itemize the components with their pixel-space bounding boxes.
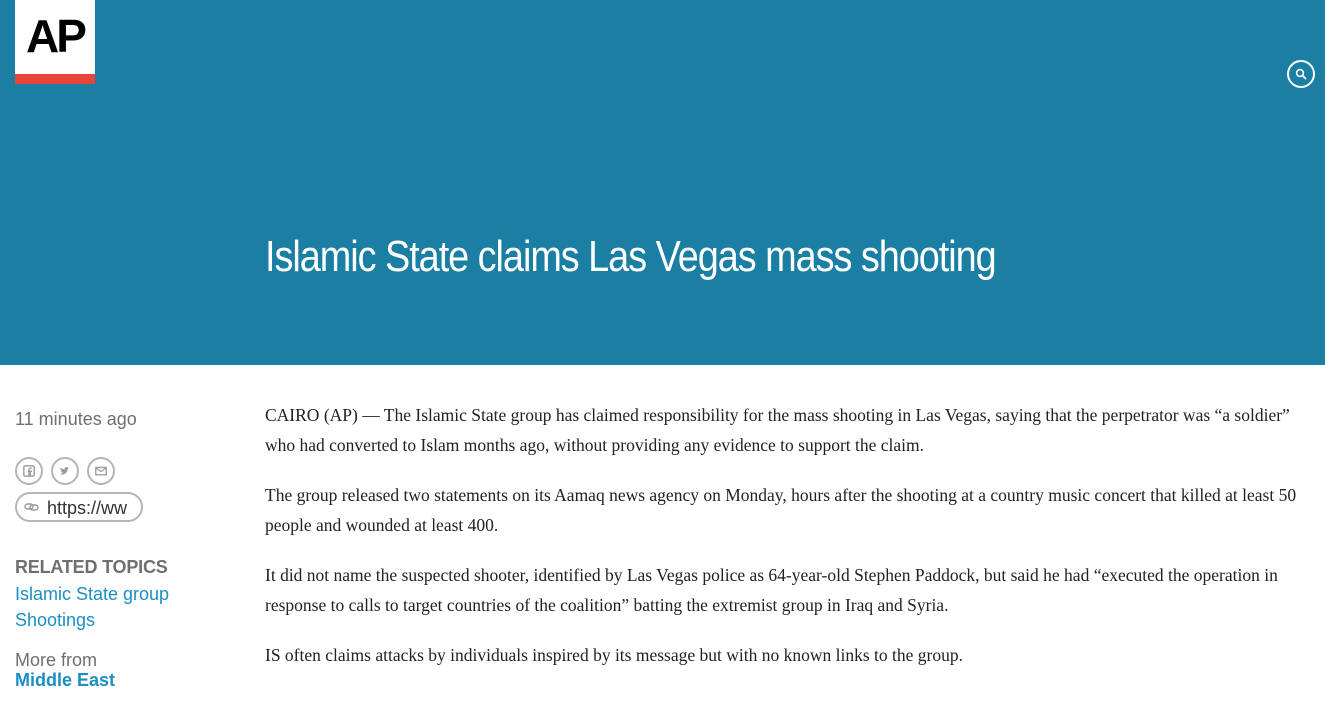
- email-share-button[interactable]: [87, 457, 115, 485]
- article-paragraph: IS often claims attacks by individuals inspired by its message but with no known links to the group.: [265, 645, 963, 665]
- facebook-icon: [23, 465, 35, 477]
- facebook-share-button[interactable]: [15, 457, 43, 485]
- twitter-share-button[interactable]: [51, 457, 79, 485]
- topic-link-islamic-state[interactable]: Islamic State group: [15, 584, 170, 604]
- related-topics-heading: RELATED TOPICS: [15, 557, 168, 577]
- ap-logo[interactable]: [15, 0, 95, 84]
- topic-link-shootings[interactable]: Shootings: [15, 610, 96, 630]
- search-button[interactable]: [1287, 60, 1315, 88]
- email-icon: [95, 465, 107, 477]
- article-body: [265, 400, 1305, 690]
- search-icon: [1295, 68, 1307, 80]
- timestamp: 11 minutes ago: [15, 409, 137, 429]
- logo-text: AP: [26, 10, 84, 62]
- twitter-icon: [59, 465, 71, 477]
- share-link-text[interactable]: https://ww: [47, 498, 128, 518]
- more-from-label: More from: [15, 650, 98, 670]
- headline: Islamic State claims Las Vegas mass shooting: [265, 232, 996, 281]
- article-paragraph: CAIRO (AP) — The Islamic State group has claimed responsibility for the mass shooting in Las Vegas, saying that the perpetrator was “a soldier” who had converted to Islam months ago, without providing any evidence to support the claim.: [265, 405, 1290, 455]
- more-from-link[interactable]: Middle East: [15, 670, 116, 690]
- logo-red-bar: [15, 74, 95, 84]
- article-paragraph: It did not name the suspected shooter, identified by Las Vegas police as 64-year-old Stephen Paddock, but said he had “executed the operation in response to calls to target countries of the coalition” batting the extremist group in Iraq and Syria.: [265, 565, 1278, 615]
- share-link-field[interactable]: [15, 492, 143, 522]
- link-icon: [24, 501, 40, 513]
- article-paragraph: The group released two statements on its Aamaq news agency on Monday, hours after the shooting at a country music concert that killed at least 50 people and wounded at least 400.: [265, 485, 1297, 535]
